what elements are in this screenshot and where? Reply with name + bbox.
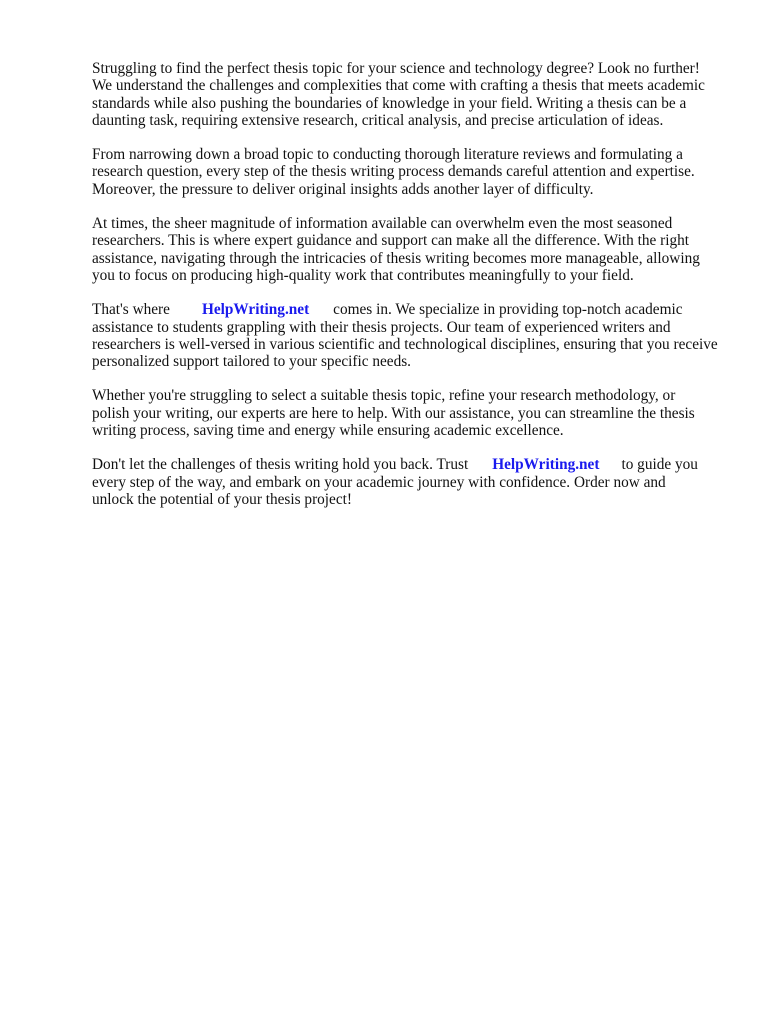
paragraph-line: assistance to students grappling with their thesis projects. Our team of experienced writers and [92,318,671,336]
service-trail-text: comes in. We specialize in providing top-notch academic [333,301,683,319]
paragraph-line: researchers. This is where expert guidance and support can make all the difference. With the right [92,232,690,250]
paragraph-line: unlock the potential of your thesis project! [92,490,352,508]
paragraph-line: daunting task, requiring extensive research, critical analysis, and precise articulation of ideas. [92,111,664,129]
paragraph-line: At times, the sheer magnitude of information available can overwhelm even the most seasoned [92,215,673,233]
document-body [92,60,732,525]
paragraph-intro [92,60,732,129]
paragraph-line: Struggling to find the perfect thesis topic for your science and technology degree? Look no further! [92,60,700,77]
paragraph-line: assistance, navigating through the intricacies of thesis writing becomes more manageable, allowing [92,249,700,267]
paragraph-line [92,301,732,318]
service-lead-text: That's where [92,301,170,319]
paragraph-line: From narrowing down a broad topic to conducting thorough literature reviews and formulating a [92,146,683,164]
paragraph-line: writing process, saving time and energy while ensuring academic excellence. [92,422,564,440]
helpwriting-link[interactable]: HelpWriting.net [201,301,310,319]
closing-lead-text: Don't let the challenges of thesis writing hold you back. Trust [92,456,469,474]
paragraph-line: We understand the challenges and complexities that come with crafting a thesis that meets academic [92,77,705,95]
paragraph-line: you to focus on producing high-quality work that contributes meaningfully to your field. [92,266,634,284]
paragraph-line: polish your writing, our experts are here to help. With our assistance, you can streamline the thesis [92,404,695,422]
paragraph-help [92,387,732,439]
paragraph-line: personalized support tailored to your specific needs. [92,353,412,371]
paragraph-closing [92,456,732,508]
paragraph-research [92,146,732,198]
paragraph-line: Moreover, the pressure to deliver original insights adds another layer of difficulty. [92,180,594,198]
paragraph-line: Whether you're struggling to select a suitable thesis topic, refine your research methodology, or [92,387,676,405]
paragraph-line: researchers is well-versed in various scientific and technological disciplines, ensuring that you receive [92,335,718,353]
paragraph-line: research question, every step of the thesis writing process demands careful attention and expertise. [92,163,695,181]
paragraph-guidance [92,215,732,284]
paragraph-line [92,456,732,473]
closing-trail-text: to guide you [621,456,698,474]
paragraph-line: every step of the way, and embark on your academic journey with confidence. Order now and [92,473,666,491]
helpwriting-link[interactable]: HelpWriting.net [492,456,600,474]
paragraph-line: standards while also pushing the boundaries of knowledge in your field. Writing a thesis can be a [92,94,687,112]
paragraph-service [92,301,732,370]
